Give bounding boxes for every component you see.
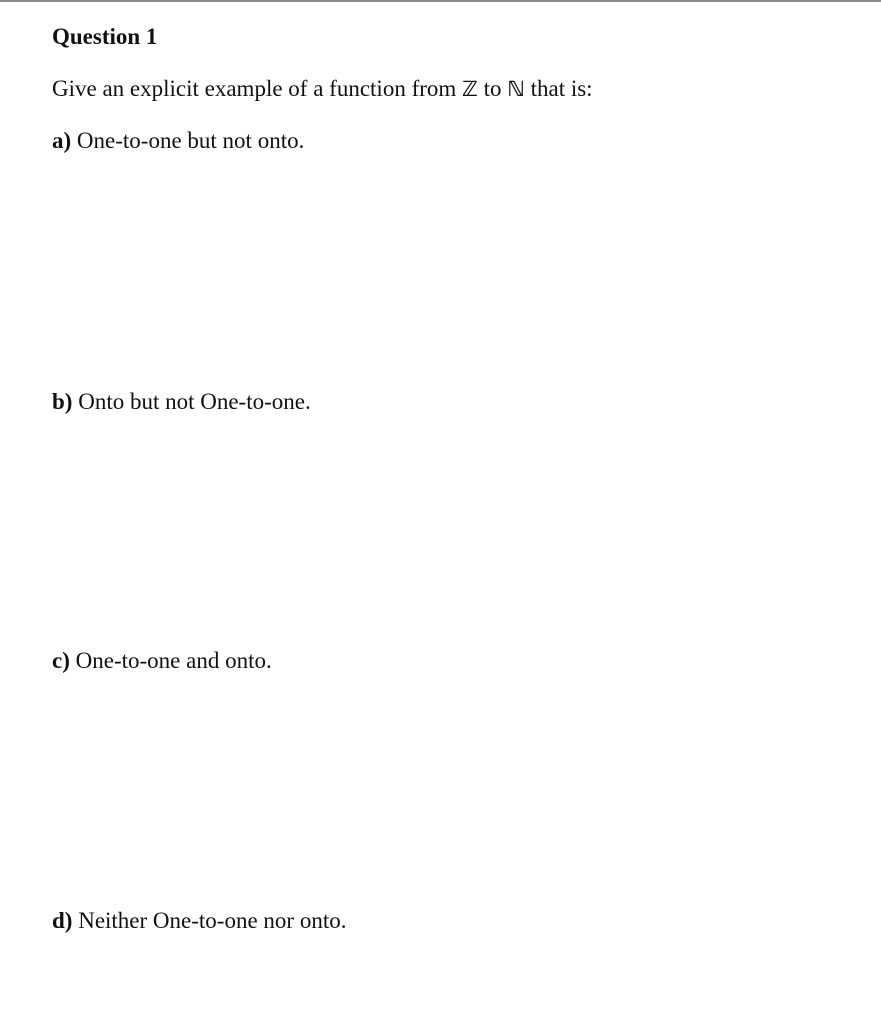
part-d bbox=[52, 906, 346, 936]
prompt-text-start: Give an explicit example of a function from bbox=[52, 76, 463, 101]
part-a-letter: a) bbox=[52, 128, 72, 153]
part-b bbox=[52, 387, 311, 417]
part-d-answer-space bbox=[52, 940, 832, 1020]
part-b-text: Onto but not One-to-one. bbox=[72, 389, 311, 414]
part-b-letter: b) bbox=[52, 389, 73, 414]
part-a bbox=[52, 126, 304, 156]
integers-symbol: ℤ bbox=[462, 77, 478, 101]
naturals-symbol: ℕ bbox=[507, 77, 525, 101]
part-c bbox=[52, 646, 272, 676]
part-a-text: One-to-one but not onto. bbox=[71, 128, 305, 153]
part-d-letter: d) bbox=[52, 908, 73, 933]
part-a-answer-space bbox=[52, 160, 832, 380]
top-divider bbox=[0, 0, 881, 2]
question-title: Question 1 bbox=[52, 24, 158, 49]
part-d-text: Neither One-to-one nor onto. bbox=[72, 908, 347, 933]
prompt-text-end: that is: bbox=[524, 76, 593, 101]
part-c-text: One-to-one and onto. bbox=[69, 648, 272, 673]
question-prompt bbox=[52, 74, 593, 104]
part-c-letter: c) bbox=[52, 648, 70, 673]
part-b-answer-space bbox=[52, 421, 832, 641]
prompt-text-middle: to bbox=[477, 76, 508, 101]
part-c-answer-space bbox=[52, 680, 832, 900]
